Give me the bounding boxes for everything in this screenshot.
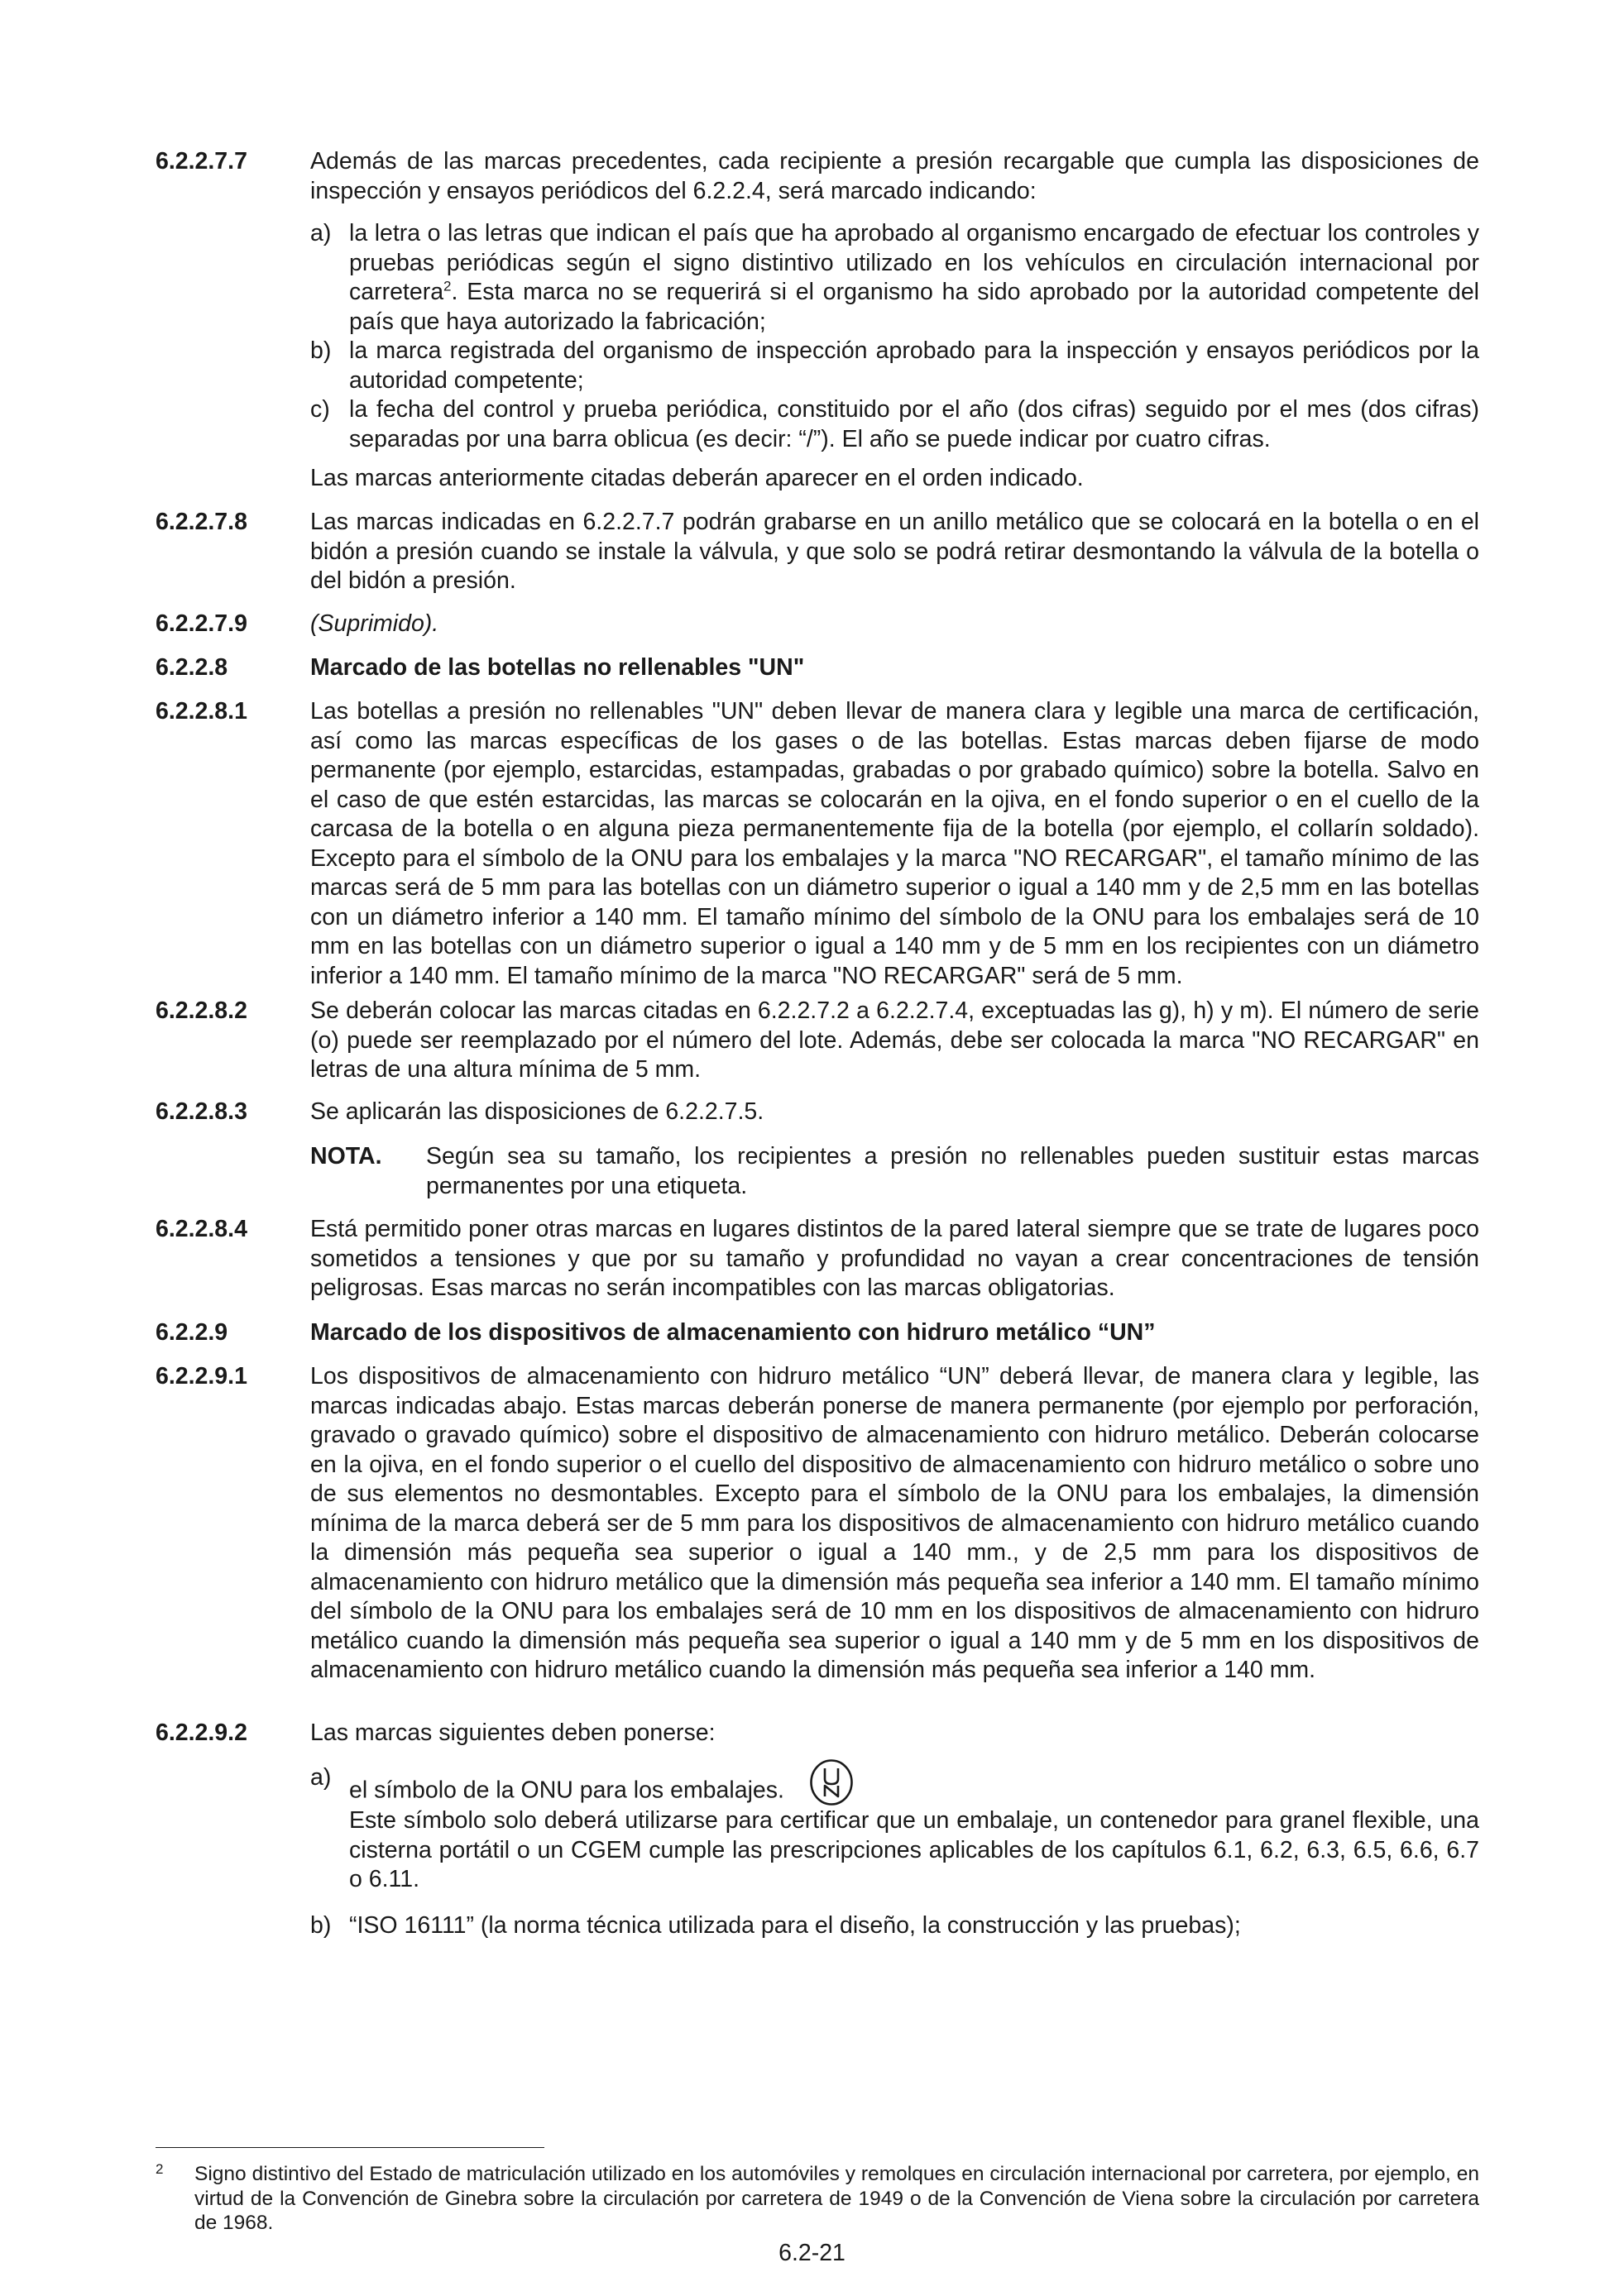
section-heading-6-2-2-8 bbox=[156, 653, 1479, 683]
footnote-reference: 2 bbox=[443, 278, 452, 294]
paragraph-text: Los dispositivos de almacenamiento con hidruro metálico “UN” deberá llevar, de manera clara y legible, las marcas indicadas abajo. Estas marcas deberán ponerse de manera permanente (por ejemplo por perforación, gravado o gravado químico) sobre el dispositivo de almacenamiento con hidruro metálico. Deberán colocarse en la ojiva, en el fondo superior o el cuello del dispositivo de almacenamiento con hidruro metálico o sobre uno de sus elementos no desmontables. Excepto para el símbolo de la ONU para los embalajes, la dimensión mínima de la marca deberá ser de 5 mm para los dispositivos de almacenamiento con hidruro metálico cuando la dimensión más pequeña sea superior o igual a 140 mm., y de 2,5 mm para los dispositivos de almacenamiento con hidruro metálico que la dimensión más pequeña sea inferior a 140 mm. El tamaño mínimo del símbolo de la ONU para los embalajes será de 10 mm en los dispositivos de almacenamiento con hidruro metálico cuando la dimensión más pequeña sea superior o igual a 140 mm y de 5 mm en los dispositivos de almacenamiento con hidruro metálico cuando la dimensión más pequeña sea inferior a 140 mm. bbox=[310, 1363, 1479, 1683]
section-number: 6.2.2.9 bbox=[156, 1319, 228, 1346]
note-text: Según sea su tamaño, los recipientes a presión no rellenables pueden sustituir estas marcas permanentes por una etiqueta. bbox=[426, 1143, 1479, 1199]
list-item-label: a) bbox=[310, 220, 332, 246]
paragraph-number: 6.2.2.8.1 bbox=[156, 698, 247, 725]
paragraph-text: Las marcas indicadas en 6.2.2.7.7 podrán grabarse en un anillo metálico que se colocará en la botella o en el bidón a presión cuando se instale la válvula, y que solo se podrá retirar desmontando la válvula de la botella o del bidón a presión. bbox=[310, 509, 1479, 594]
paragraph-number: 6.2.2.8.4 bbox=[156, 1216, 247, 1242]
page-number: 6.2-21 bbox=[778, 2240, 846, 2266]
list-item bbox=[310, 395, 1479, 454]
section-number: 6.2.2.8 bbox=[156, 654, 228, 681]
paragraph-6-2-2-7-9 bbox=[156, 610, 1479, 639]
paragraph-number: 6.2.2.7.9 bbox=[156, 610, 247, 637]
paragraph-number: 6.2.2.9.2 bbox=[156, 1720, 247, 1746]
paragraph-text: (Suprimido). bbox=[310, 610, 439, 637]
paragraph-number: 6.2.2.7.8 bbox=[156, 509, 247, 535]
paragraph-text: Se deberán colocar las marcas citadas en 6.2.2.7.2 a 6.2.2.7.4, exceptuadas las g), h) y m). El número de serie (o) puede ser reemplazado por el número del lote. Además, debe ser colocada la marca "NO RECARGAR" en letras de una altura mínima de 5 mm. bbox=[310, 997, 1479, 1083]
list-item-text: la marca registrada del organismo de inspección aprobado para la inspección y ensayos periódicos por la autoridad competente; bbox=[349, 337, 1479, 394]
footnote-text: Signo distintivo del Estado de matriculación utilizado en los automóviles y remolques en circulación internacional por carretera, por ejemplo, en virtud de la Convención de Ginebra sobre la circulación por carretera de 1949 o de la Convención de Viena sobre la circulación por carretera de 1968. bbox=[194, 2163, 1479, 2234]
list-item-text: la letra o las letras que indican el país que ha aprobado al organismo encargado de efectuar los controles y pruebas periódicas según el signo distintivo utilizado en los vehículos en circulación internacional por carretera bbox=[349, 220, 1479, 305]
paragraph-6-2-2-9-1 bbox=[156, 1362, 1479, 1686]
list-item-text-continued: . Esta marca no se requerirá si el organismo ha sido aprobado por la autoridad competente del país que haya autorizado la fabricación; bbox=[349, 279, 1479, 335]
paragraph-number: 6.2.2.8.3 bbox=[156, 1098, 247, 1125]
note-block bbox=[310, 1142, 1479, 1201]
paragraph-6-2-2-8-3 bbox=[156, 1098, 1479, 1127]
paragraph-6-2-2-7-8 bbox=[156, 508, 1479, 596]
footnote-number: 2 bbox=[156, 2161, 164, 2177]
list-item-explanation: Este símbolo solo deberá utilizarse para certificar que un embalaje, un contenedor para granel flexible, una cisterna portátil o un CGEM cumple las prescripciones aplicables de los capítulos 6.1, 6.2, 6.3, 6.5, 6.6, 6.7 o 6.11. bbox=[349, 1807, 1479, 1892]
list-item bbox=[310, 1911, 1479, 1941]
paragraph-text: Las botellas a presión no rellenables "UN" deben llevar de manera clara y legible una marca de certificación, así como las marcas específicas de los gases o de las botellas. Estas marcas deben fijarse de modo permanente (por ejemplo, estarcidas, estampadas, grabadas o por grabado químico) sobre la botella. Salvo en el caso de que estén estarcidas, las marcas se colocarán en la ojiva, en el fondo superior o en el cuello de la carcasa de la botella o en alguna pieza permanentemente fija de la botella (por ejemplo, el collarín soldado). Excepto para el símbolo de la ONU para los embalajes y la marca "NO RECARGAR", el tamaño mínimo de las marcas será de 5 mm para las botellas con un diámetro superior o igual a 140 mm y de 2,5 mm en las botellas con un diámetro inferior a 140 mm. El tamaño mínimo del símbolo de la ONU para los embalajes será de 10 mm en las botellas con un diámetro superior o igual a 140 mm y de 5 mm en los recipientes con un diámetro inferior a 140 mm. El tamaño mínimo de la marca "NO RECARGAR" será de 5 mm. bbox=[310, 698, 1479, 989]
paragraph-number: 6.2.2.9.1 bbox=[156, 1363, 247, 1390]
paragraph-text: Además de las marcas precedentes, cada recipiente a presión recargable que cumpla las disposiciones de inspección y ensayos periódicos del 6.2.2.4, será marcado indicando: bbox=[310, 148, 1479, 204]
closing-text: Las marcas anteriormente citadas deberán aparecer en el orden indicado. bbox=[310, 465, 1084, 491]
list-item-label: b) bbox=[310, 1912, 332, 1939]
marking-list-6-2-2-7-7 bbox=[310, 219, 1479, 454]
paragraph-text: Está permitido poner otras marcas en lugares distintos de la pared lateral siempre que se trate de lugares poco sometidos a tensiones y que por su tamaño y profundidad no vayan a crear concentraciones de tensión peligrosas. Esas marcas no serán incompatibles con las marcas obligatorias. bbox=[310, 1216, 1479, 1301]
paragraph-number: 6.2.2.8.2 bbox=[156, 997, 247, 1024]
paragraph-text: Las marcas siguientes deben ponerse: bbox=[310, 1720, 716, 1746]
paragraph-text: Se aplicarán las disposiciones de 6.2.2.7.5. bbox=[310, 1098, 764, 1125]
paragraph-6-2-2-9-2 bbox=[156, 1719, 1479, 1748]
footnote-separator bbox=[156, 2147, 544, 2148]
list-item-text: la fecha del control y prueba periódica, constituido por el año (dos cifras) seguido por el mes (dos cifras) separadas por una barra oblicua (es decir: “/”). El año se puede indicar por cuatro cifras. bbox=[349, 396, 1479, 452]
paragraph-6-2-2-8-2 bbox=[156, 997, 1479, 1085]
paragraph-6-2-2-8-1 bbox=[156, 697, 1479, 991]
section-title: Marcado de los dispositivos de almacenamiento con hidruro metálico “UN” bbox=[310, 1319, 1156, 1346]
marking-list-6-2-2-9-2-continued bbox=[310, 1911, 1479, 1941]
list-item-label: a) bbox=[310, 1764, 332, 1791]
list-item-text: “ISO 16111” (la norma técnica utilizada para el diseño, la construcción y las pruebas); bbox=[349, 1912, 1241, 1939]
list-item bbox=[310, 219, 1479, 337]
list-item-label: b) bbox=[310, 337, 332, 364]
list-item bbox=[310, 337, 1479, 395]
paragraph-number: 6.2.2.7.7 bbox=[156, 148, 247, 175]
paragraph-6-2-2-8-4 bbox=[156, 1215, 1479, 1303]
list-item-text: el símbolo de la ONU para los embalajes. bbox=[349, 1777, 784, 1804]
footnote bbox=[156, 2162, 1479, 2236]
note-label: NOTA. bbox=[310, 1143, 382, 1170]
paragraph-6-2-2-7-7 bbox=[156, 147, 1479, 206]
section-heading-6-2-2-9 bbox=[156, 1318, 1479, 1348]
section-title: Marcado de las botellas no rellenables "UN" bbox=[310, 654, 805, 681]
list-item-label: c) bbox=[310, 396, 330, 423]
